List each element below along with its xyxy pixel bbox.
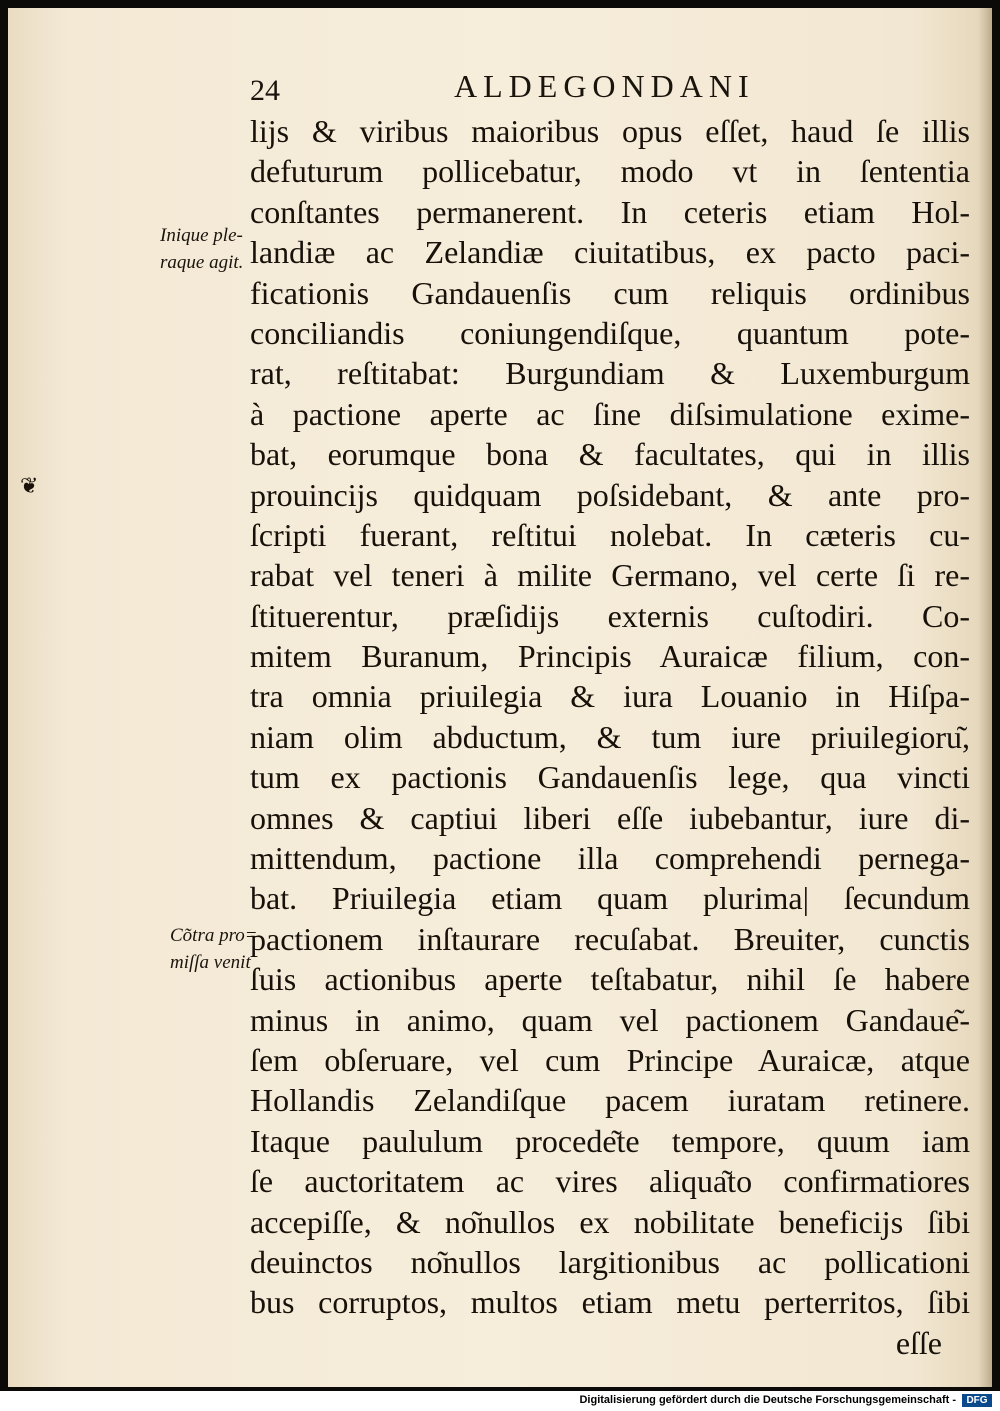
text-line: bus corruptos, multos etiam metu perterritos, ſibi [250,1284,970,1321]
body-text [250,111,970,1363]
text-line: bat, eorumque bona & facultates, qui in illis [250,436,970,473]
text-line: omnes & captiui liberi eſſe iubebantur, iure di- [250,799,970,836]
marginal-note [170,922,258,976]
text-line: minus in animo, quam vel pactionem Gandaue͂- [250,1001,970,1038]
text-line: tum ex pactionis Gandauenſis lege, qua vincti [250,759,970,796]
text-line: bat. Priuilegia etiam quam plurima| ſecundum [250,880,970,917]
text-line: ſcripti fuerant, reſtitui nolebat. In cæteris cu- [250,516,970,553]
running-head: ALDEGONDANI [454,68,755,104]
text-line: ſe auctoritatem ac vires aliqua͂to confirmatiores [250,1163,970,1200]
text-line: ficationis Gandauenſis cum reliquis ordinibus [250,274,970,311]
text-line: Hollandis Zelandiſque pacem iuratam retinere. [250,1082,970,1119]
catchword: eſſe [895,1324,942,1361]
footer-bar [0,1391,1000,1411]
marginal-note-line: Inique ple- [160,225,243,246]
text-line: tra omnia priuilegia & iura Louanio in Hiſpa- [250,678,970,715]
flower-ornament-icon: ❦ [20,474,39,499]
text-line: pactionem inſtaurare recuſabat. Breuiter, cunctis [250,920,970,957]
page-edge-shadow [978,8,992,1387]
text-line: prouincijs quidquam poſsidebant, & ante pro- [250,476,970,513]
text-line: conſtantes permanerent. In ceteris etiam Hol- [250,193,970,230]
marginal-note-line: miſſa venit [170,952,251,973]
text-line: rabat vel teneri à milite Germano, vel certe ſi re- [250,557,970,594]
dfg-logo: DFG [962,1394,992,1407]
marginal-note [160,222,243,276]
text-line: mitem Buranum, Principis Auraicæ filium, con- [250,638,970,675]
marginal-note-line: Co͂tra pro= [170,925,258,946]
text-line: lijs & viribus maioribus opus eſſet, haud ſe illis [250,113,970,149]
text-line: landiæ ac Zelandiæ ciuitatibus, ex pacto paci- [250,234,970,271]
text-line: niam olim abductum, & tum iure priuilegioru͂, [250,718,970,755]
text-line: rat, reſtitabat: Burgundiam & Luxemburgum [250,355,970,392]
text-line: à pactione aperte ac ſine diſsimulatione exime- [250,395,970,432]
text-line: defuturum pollicebatur, modo vt in ſententia [250,153,970,190]
text-line: mittendum, pactione illa comprehendi pernega- [250,840,970,877]
text-line: ſem obſeruare, vel cum Principe Auraicæ, atque [250,1041,970,1078]
text-line: accepiſſe, & no͂nullos ex nobilitate beneficijs ſibi [250,1203,970,1240]
page-number: 24 [250,74,280,107]
text-line: ſuis actionibus aperte teſtabatur, nihil ſe habere [250,961,970,998]
text-line: Itaque paululum procede͂te tempore, quum iam [250,1122,970,1159]
footer-credit: Digitalisierung gefördert durch die Deutsche Forschungsgemeinschaft - [579,1394,956,1406]
text-line: conciliandis coniungendiſque, quantum pote- [250,314,970,351]
text-line: ſtituerentur, præſidijs externis cuſtodiri. Co- [250,597,970,634]
text-line: deuinctos no͂nullos largitionibus ac pollicationi [250,1243,970,1280]
marginal-note-line: raque agit. [160,252,244,273]
